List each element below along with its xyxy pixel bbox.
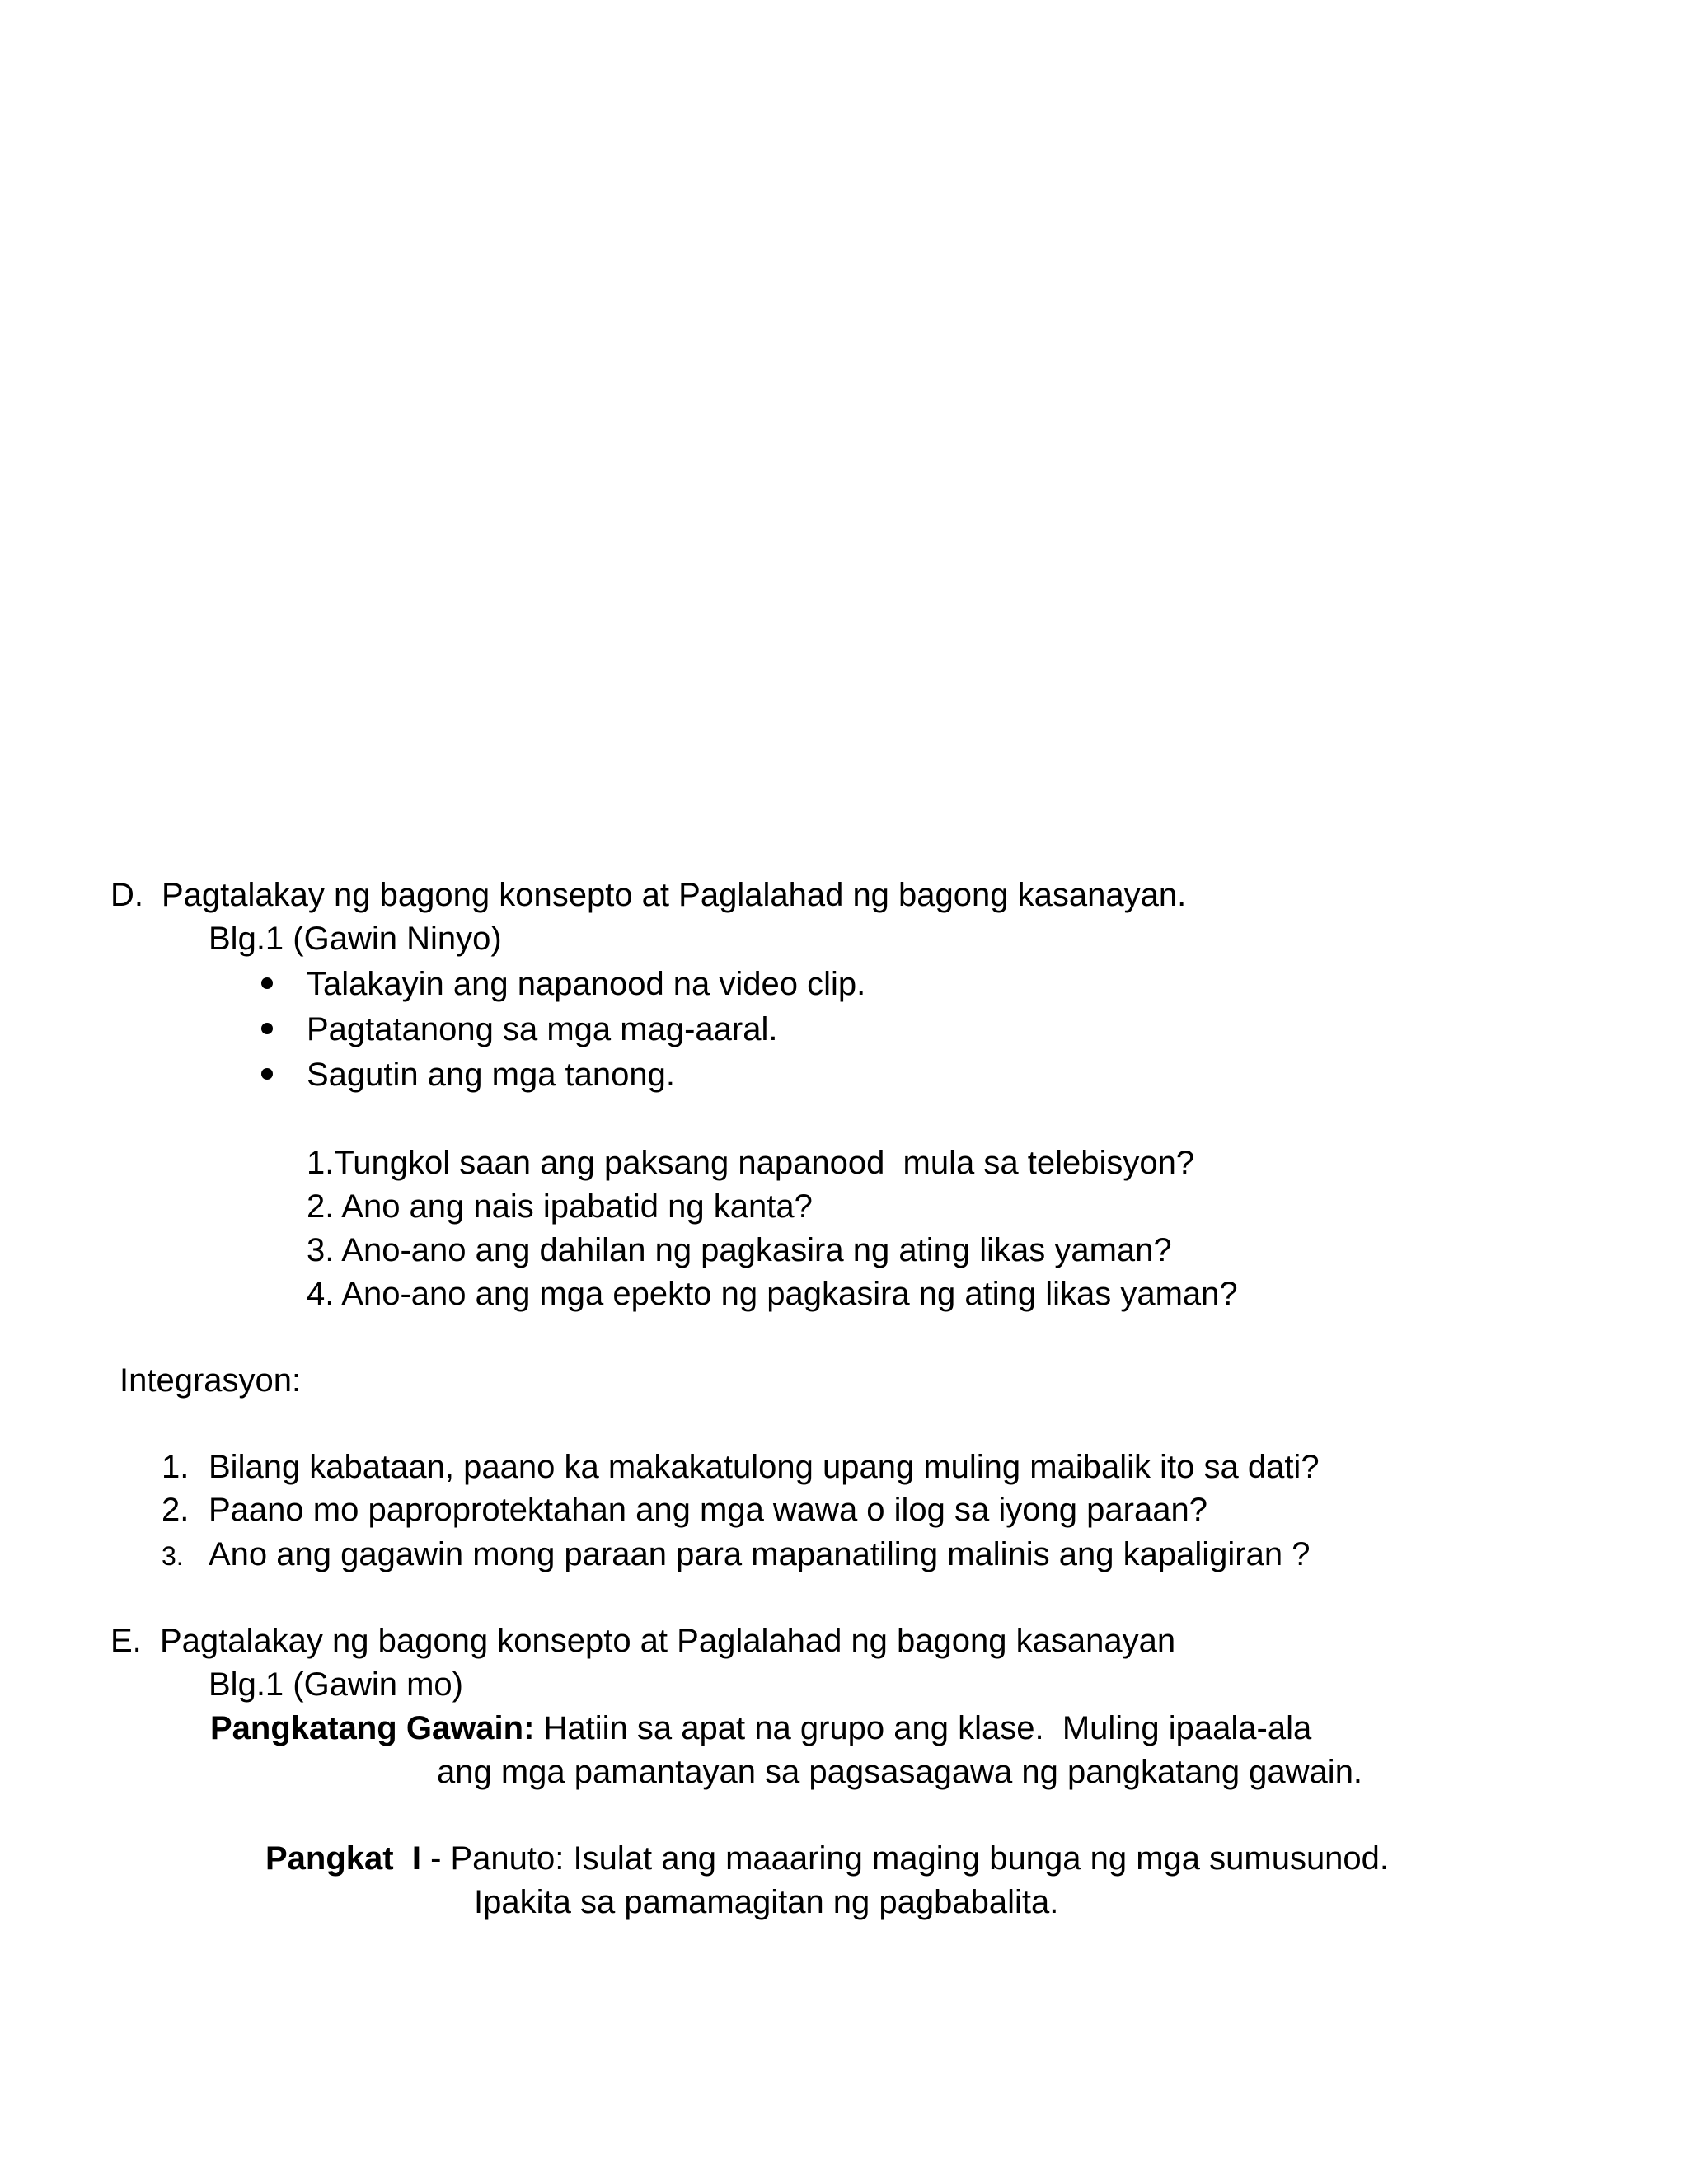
bullet-icon (261, 977, 273, 989)
group1-label: Pangkat I (265, 1840, 421, 1877)
section-d-heading: Pagtalakay ng bagong konsepto at Paglalahad ng bagong kasanayan. (162, 877, 1187, 913)
question-3: 3. Ano-ano ang dahilan ng pagkasira ng ating likas yaman? (307, 1232, 1172, 1268)
section-e-heading: Pagtalakay ng bagong konsepto at Paglalahad ng bagong kasanayan (160, 1623, 1176, 1659)
group-work-line (210, 1712, 1311, 1745)
integration-num-2: 2. (162, 1492, 190, 1528)
section-e-subheading: Blg.1 (Gawin mo) (209, 1666, 463, 1703)
integration-item-3: Ano ang gagawin mong paraan para mapanatiling malinis ang kapaligiran ? (209, 1536, 1311, 1572)
group-work-text-continued: ang mga pamantayan sa pagsasagawa ng pangkatang gawain. (437, 1754, 1363, 1790)
bullet-item-2: Pagtatanong sa mga mag-aaral. (307, 1011, 778, 1047)
question-2: 2. Ano ang nais ipabatid ng kanta? (307, 1188, 813, 1225)
section-d-subheading: Blg.1 (Gawin Ninyo) (209, 921, 502, 957)
integration-num-3: 3. (162, 1541, 184, 1571)
bullet-item-3: Sagutin ang mga tanong. (307, 1057, 676, 1093)
bullet-item-1: Talakayin ang napanood na video clip. (307, 966, 866, 1002)
integration-item-2: Paano mo paproprotektahan ang mga wawa o ilog sa iyong paraan? (209, 1492, 1207, 1528)
bullet-icon (261, 1023, 273, 1034)
group1-text-continued: Ipakita sa pamamagitan ng pagbabalita. (474, 1884, 1059, 1920)
group-work-label: Pangkatang Gawain: (210, 1710, 535, 1746)
integration-item-1: Bilang kabataan, paano ka makakatulong upang muling maibalik ito sa dati? (209, 1449, 1320, 1485)
group-work-text: Hatiin sa apat na grupo ang klase. Muling ipaala-ala (534, 1710, 1312, 1746)
question-4: 4. Ano-ano ang mga epekto ng pagkasira ng ating likas yaman? (307, 1276, 1238, 1312)
group1-line (265, 1842, 1389, 1875)
section-d-marker: D. (110, 877, 143, 913)
integration-title: Integrasyon: (120, 1362, 302, 1399)
integration-num-1: 1. (162, 1449, 190, 1485)
question-1: 1.Tungkol saan ang paksang napanood mula sa telebisyon? (307, 1145, 1195, 1181)
group1-text: - Panuto: Isulat ang maaaring maging bunga ng mga sumusunod. (420, 1840, 1390, 1877)
bullet-icon (261, 1068, 273, 1080)
section-e-marker: E. (110, 1623, 142, 1659)
